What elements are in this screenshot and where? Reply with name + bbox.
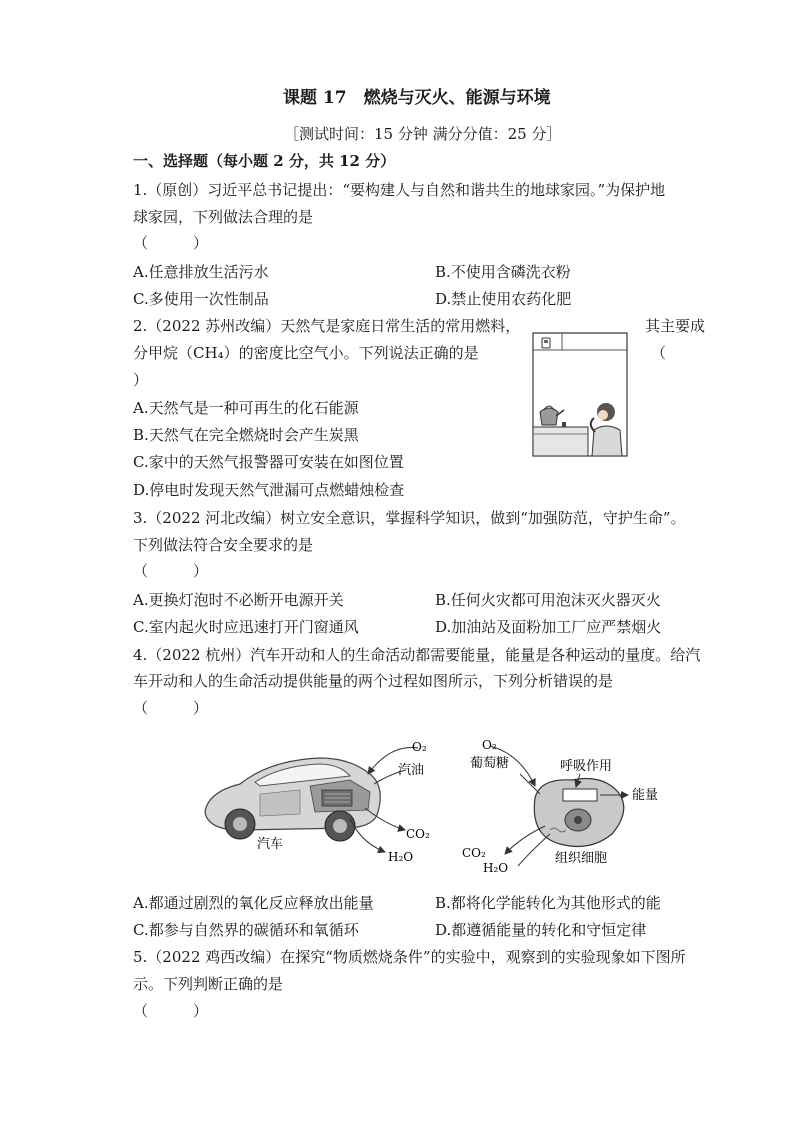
q3-option-a: A.更换灯泡时不必断开电源开关 (133, 591, 344, 609)
cell-h2o-label: H₂O (483, 861, 509, 874)
q4-option-b: B.都将化学能转化为其他形式的能 (435, 894, 661, 912)
cell-co2-label: CO₂ (462, 846, 486, 860)
q2-stem-line2b: （ (651, 344, 667, 362)
q1-option-c: C.多使用一次性制品 (133, 290, 269, 308)
car-co2-label: CO₂ (406, 827, 430, 841)
q5-stem-line1: 5.（2022 鸡西改编）在探究“物质燃烧条件”的实验中，观察到的实验现象如下图所 (133, 948, 686, 966)
q3-answer-blank: （ ） (133, 562, 209, 580)
q2-option-c: C.家中的天然气报警器可安装在如图位置 (133, 453, 404, 471)
energy-process-figure (200, 734, 700, 874)
cell-respiration-label: 呼吸作用 (560, 759, 613, 774)
q1-option-b: B.不使用含磷洗衣粉 (435, 263, 571, 281)
q3-stem-line1: 3.（2022 河北改编）树立安全意识，掌握科学知识，做到“加强防范，守护生命”。 (133, 509, 686, 527)
q2-option-d: D.停电时发现天然气泄漏可点燃蜡烛检查 (133, 481, 405, 499)
q1-option-a: A.任意排放生活污水 (133, 263, 269, 281)
q2-stem-line3: ） (133, 371, 149, 389)
q2-stem-line1b: 其主要成 (645, 317, 706, 335)
q3-stem-line2: 下列做法符合安全要求的是 (133, 536, 314, 554)
q3-option-d: D.加油站及面粉加工厂应严禁烟火 (435, 618, 662, 636)
car-illustration (205, 758, 380, 841)
cell-energy-label: 能量 (632, 788, 659, 803)
q4-stem-line2: 车开动和人的生命活动提供能量的两个过程如图所示，下列分析错误的是 (133, 672, 614, 690)
car-label: 汽车 (257, 837, 284, 852)
q3-option-b: B.任何火灾都可用泡沫灭火器灭火 (435, 591, 661, 609)
person-body (592, 426, 622, 456)
q3-option-c: C.室内起火时应迅速打开门窗通风 (133, 618, 359, 636)
q2-option-a: A.天然气是一种可再生的化石能源 (133, 399, 359, 417)
kettle-icon (540, 408, 558, 425)
respiration-box (563, 789, 597, 801)
q5-answer-blank: （ ） (133, 1002, 209, 1020)
q4-option-a: A.都通过剧烈的氧化反应释放出能量 (133, 894, 374, 912)
q4-option-c: C.都参与自然界的碳循环和氧循环 (133, 921, 359, 939)
q1-answer-blank: （ ） (133, 234, 209, 252)
q1-stem-line2: 球家园，下列做法合理的是 (133, 208, 314, 226)
q4-stem-line1: 4.（2022 杭州）汽车开动和人的生命活动都需要能量，能量是各种运动的量度。给汽 (133, 646, 701, 664)
car-o2-label: O₂ (412, 740, 427, 754)
stove-counter (533, 427, 588, 456)
q2-stem-line1a: 2.（2022 苏州改编）天然气是家庭日常生活的常用燃料， (133, 317, 521, 335)
test-meta: ［测试时间：15 分钟 满分分值：25 分］ (284, 125, 562, 143)
car-h2o-label: H₂O (388, 850, 414, 864)
q5-stem-line2: 示。下列判断正确的是 (133, 975, 284, 993)
q4-answer-blank: （ ） (133, 699, 209, 717)
car-fuel-label: 汽油 (398, 763, 425, 778)
cell-label: 组织细胞 (555, 851, 608, 866)
q1-stem-line1: 1.（原创）习近平总书记提出：“要构建人与自然和谐共生的地球家园。”为保护地 (133, 181, 666, 199)
page-title: 课题 17 燃烧与灭火、能源与环境 (283, 88, 551, 108)
kitchen-figure (532, 332, 628, 457)
cell-glucose-label: 葡萄糖 (470, 756, 510, 771)
q2-option-b: B.天然气在完全燃烧时会产生炭黑 (133, 426, 359, 444)
section-heading: 一、选择题（每小题 2 分，共 12 分） (133, 152, 396, 170)
q2-stem-line2a: 分甲烷（CH₄）的密度比空气小。下列说法正确的是 (133, 344, 479, 362)
q4-option-d: D.都遵循能量的转化和守恒定律 (435, 921, 647, 939)
q1-option-d: D.禁止使用农药化肥 (435, 290, 572, 308)
cell-o2-label: O₂ (482, 738, 497, 752)
